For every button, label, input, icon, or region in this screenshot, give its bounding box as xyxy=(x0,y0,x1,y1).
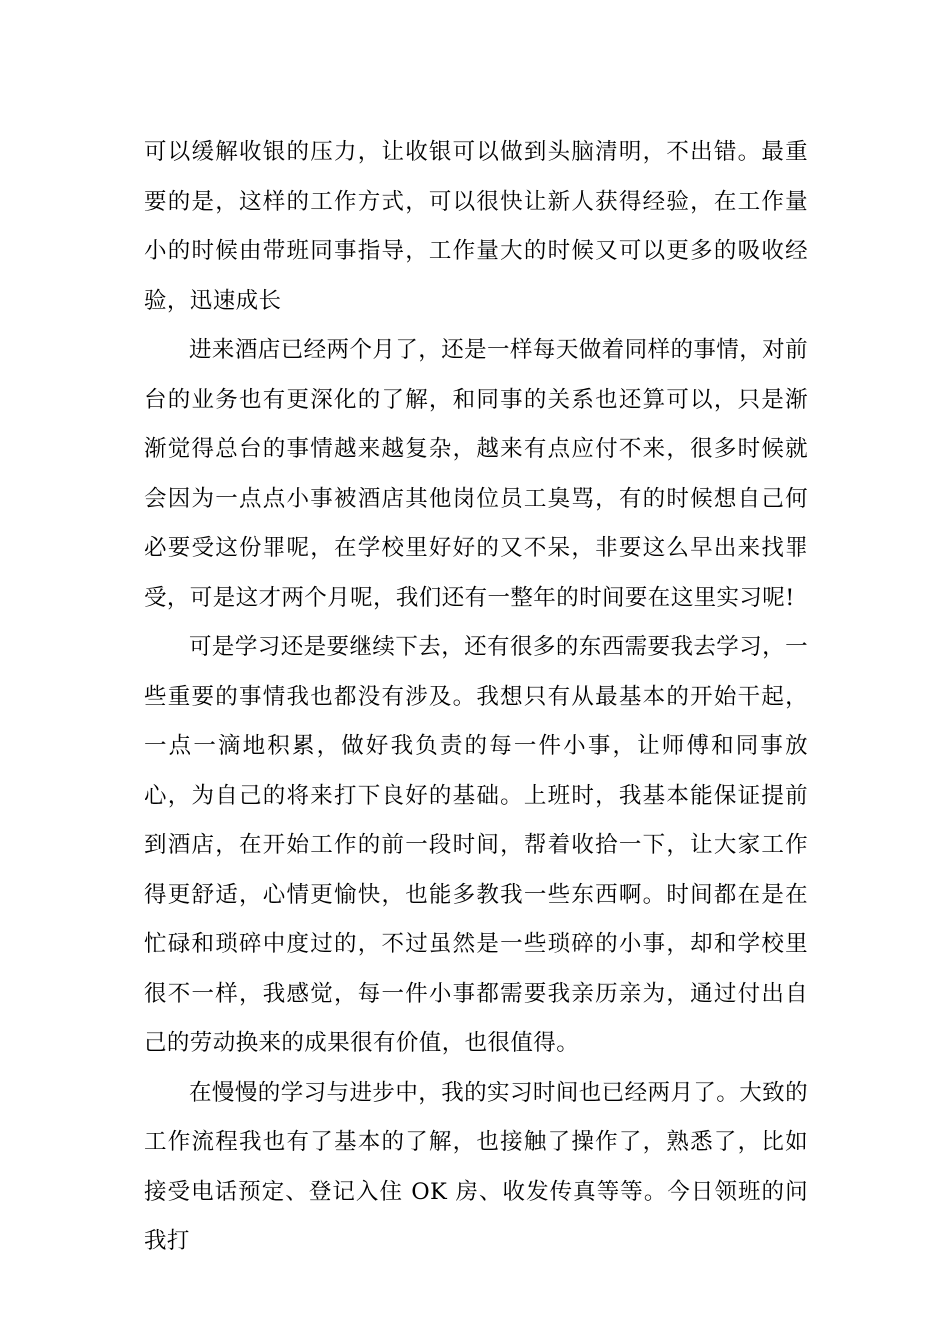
paragraph-continued: 可以缓解收银的压力，让收银可以做到头脑清明，不出错。最重要的是，这样的工作方式，可以很快让新人获得经验，在工作量小的时候由带班同事指导，工作量大的时候又可以更多的吸收经验，迅速成长 xyxy=(144,139,808,314)
paragraph-progress: 在慢慢的学习与进步中，我的实习时间也已经两月了。大致的工作流程我也有了基本的了解，也接触了操作了，熟悉了，比如接受电话预定、登记入住 OK 房、收发传真等等。今日领班的问我打 xyxy=(144,1079,808,1254)
paragraph-keep-learning: 可是学习还是要继续下去，还有很多的东西需要我去学习，一些重要的事情我也都没有涉及。我想只有从最基本的开始干起，一点一滴地积累，做好我负责的每一件小事，让师傅和同事放心，为自己的将来打下良好的基础。上班时，我基本能保证提前到酒店，在开始工作的前一段时间，帮着收拾一下，让大家工作得更舒适，心情更愉快，也能多教我一些东西啊。时间都在是在忙碌和琐碎中度过的，不过虽然是一些琐碎的小事，却和学校里很不一样，我感觉，每一件小事都需要我亲历亲为，通过付出自己的劳动换来的成果很有价值，也很值得。 xyxy=(144,634,808,1056)
paragraph-two-months: 进来酒店已经两个月了，还是一样每天做着同样的事情，对前台的业务也有更深化的了解，和同事的关系也还算可以，只是渐渐觉得总台的事情越来越复杂，越来有点应付不来，很多时候就会因为一点点小事被酒店其他岗位员工臭骂，有的时候想自己何必要受这份罪呢，在学校里好好的又不呆，非要这么早出来找罪受，可是这才两个月呢，我们还有一整年的时间要在这里实习呢! xyxy=(144,337,808,611)
document-body xyxy=(144,128,808,1267)
